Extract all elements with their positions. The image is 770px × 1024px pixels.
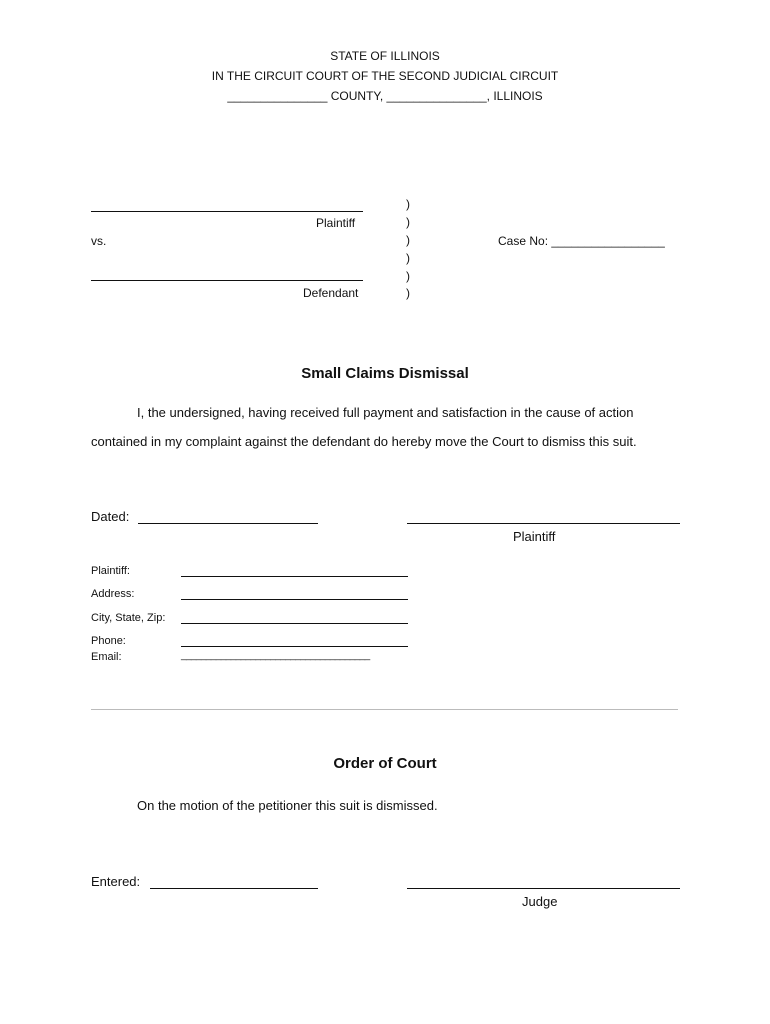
dated-line[interactable] (138, 523, 318, 524)
caption-paren: ) (406, 251, 410, 265)
contact-address-line[interactable] (181, 599, 408, 600)
contact-phone-line[interactable] (181, 646, 408, 647)
plaintiff-signature-label: Plaintiff (513, 529, 556, 544)
order-text: On the motion of the petitioner this suit is dismissed. (137, 798, 438, 813)
entered-label: Entered: (91, 874, 141, 889)
header-state: STATE OF ILLINOIS (330, 49, 440, 63)
entered-line[interactable] (150, 888, 318, 889)
plaintiff-caption-label: Plaintiff (316, 216, 356, 230)
judge-signature-line[interactable] (407, 888, 680, 889)
dismissal-paragraph-line1: I, the undersigned, having received full payment and satisfaction in the cause of action (137, 405, 634, 420)
vs-label: vs. (91, 234, 107, 248)
contact-plaintiff-label: Plaintiff: (91, 565, 130, 577)
order-title: Order of Court (333, 755, 437, 772)
dismissal-paragraph-line2: contained in my complaint against the defendant do hereby move the Court to dismiss this suit. (91, 434, 637, 449)
contact-phone-label: Phone: (91, 635, 126, 647)
contact-plaintiff-line[interactable] (181, 576, 408, 577)
defendant-caption-label: Defendant (303, 286, 359, 300)
dismissal-title: Small Claims Dismissal (301, 365, 469, 382)
caption-paren: ) (406, 286, 410, 300)
contact-city-line[interactable] (181, 623, 408, 624)
caption-paren: ) (406, 215, 410, 229)
case-number-field[interactable]: Case No: _________________ (498, 234, 665, 248)
defendant-name-line[interactable] (91, 280, 363, 281)
header-court: IN THE CIRCUIT COURT OF THE SECOND JUDICIAL CIRCUIT (211, 69, 559, 83)
plaintiff-signature-line[interactable] (407, 523, 680, 524)
section-divider (91, 709, 678, 710)
caption-paren: ) (406, 233, 410, 247)
caption-paren: ) (406, 269, 410, 283)
caption-paren: ) (406, 197, 410, 211)
contact-email-label: Email: (91, 651, 122, 663)
header-county: _______________ COUNTY, _______________, ILLINOIS (227, 89, 543, 103)
dated-label: Dated: (91, 509, 130, 524)
contact-email-line[interactable]: ______________________________________ (181, 650, 370, 661)
contact-city-label: City, State, Zip: (91, 612, 166, 624)
plaintiff-name-line[interactable] (91, 211, 363, 212)
contact-address-label: Address: (91, 588, 135, 600)
judge-signature-label: Judge (522, 894, 558, 909)
